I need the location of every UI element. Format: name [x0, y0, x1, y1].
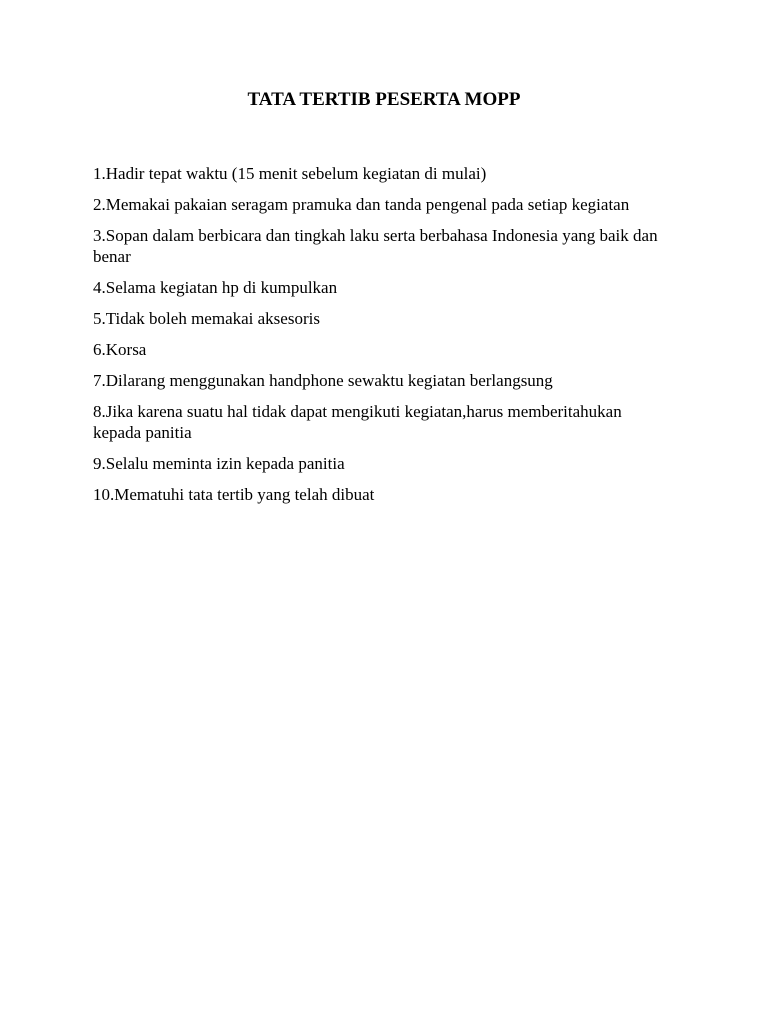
document-title: TATA TERTIB PESERTA MOPP [247, 89, 521, 110]
rule-item-10: 10.Mematuhi tata tertib yang telah dibuat [93, 485, 375, 504]
rule-item-2: 2.Memakai pakaian seragam pramuka dan tanda pengenal pada setiap kegiatan [93, 195, 630, 214]
rule-item-8: 8.Jika karena suatu hal tidak dapat mengikuti kegiatan,harus memberitahukan kepada panitia [93, 402, 622, 442]
rule-item-4: 4.Selama kegiatan hp di kumpulkan [93, 278, 338, 297]
rules-list [93, 163, 673, 515]
rule-item-3: 3.Sopan dalam berbicara dan tingkah laku serta berbahasa Indonesia yang baik dan benar [93, 226, 658, 266]
rule-item-1: 1.Hadir tepat waktu (15 menit sebelum kegiatan di mulai) [93, 164, 487, 183]
rule-item-6: 6.Korsa [93, 340, 147, 359]
rule-item-9: 9.Selalu meminta izin kepada panitia [93, 454, 345, 473]
rule-item-7: 7.Dilarang menggunakan handphone sewaktu kegiatan berlangsung [93, 371, 553, 390]
rule-item-5: 5.Tidak boleh memakai aksesoris [93, 309, 320, 328]
